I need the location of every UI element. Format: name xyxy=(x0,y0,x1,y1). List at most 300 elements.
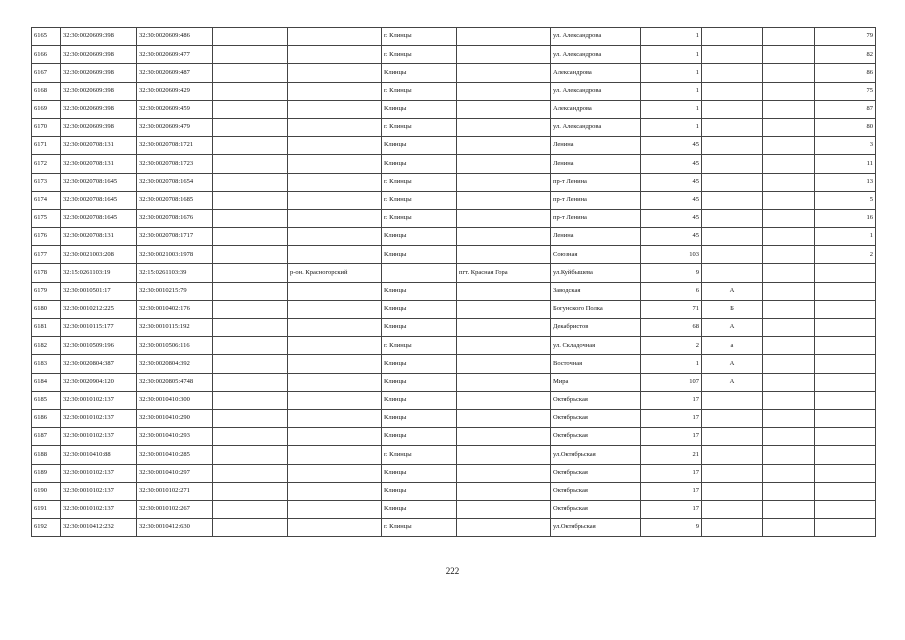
cell-row-number: 6190 xyxy=(32,482,61,500)
cell-parent-cadastral-number: 32:30:0010102:137 xyxy=(61,482,137,500)
cell-structure xyxy=(763,191,815,209)
cell-apartment xyxy=(815,373,876,391)
registry-table xyxy=(31,27,876,537)
table-row xyxy=(32,46,876,64)
table-row xyxy=(32,228,876,246)
cell-region xyxy=(213,428,288,446)
table-row xyxy=(32,373,876,391)
cell-house: 1 xyxy=(641,64,702,82)
cell-cadastral-number: 32:30:0010412:630 xyxy=(137,519,213,537)
cell-city: г. Клинцы xyxy=(382,446,457,464)
cell-city: г. Клинцы xyxy=(382,173,457,191)
cell-cadastral-number: 32:30:0020708:1723 xyxy=(137,155,213,173)
cell-city: Клинцы xyxy=(382,500,457,518)
cell-settlement xyxy=(457,373,551,391)
cell-city: Клинцы xyxy=(382,228,457,246)
cell-settlement xyxy=(457,100,551,118)
cell-street: пр-т Ленина xyxy=(551,209,641,227)
cell-parent-cadastral-number: 32:30:0010102:137 xyxy=(61,464,137,482)
cell-building-letter: А xyxy=(702,373,763,391)
cell-house: 1 xyxy=(641,82,702,100)
cell-cadastral-number: 32:30:0010410:290 xyxy=(137,409,213,427)
cell-building-letter xyxy=(702,500,763,518)
cell-street: ул.Куйбышева xyxy=(551,264,641,282)
cell-region xyxy=(213,519,288,537)
cell-region xyxy=(213,264,288,282)
cell-settlement xyxy=(457,64,551,82)
cell-settlement xyxy=(457,118,551,136)
cell-region xyxy=(213,64,288,82)
cell-apartment xyxy=(815,300,876,318)
cell-parent-cadastral-number: 32:30:0020609:398 xyxy=(61,118,137,136)
cell-row-number: 6168 xyxy=(32,82,61,100)
table-row xyxy=(32,209,876,227)
table-row xyxy=(32,137,876,155)
table-row xyxy=(32,391,876,409)
cell-cadastral-number: 32:30:0020708:1654 xyxy=(137,173,213,191)
cell-row-number: 6171 xyxy=(32,137,61,155)
cell-apartment: 87 xyxy=(815,100,876,118)
cell-district xyxy=(288,300,382,318)
cell-building-letter xyxy=(702,519,763,537)
cell-settlement xyxy=(457,355,551,373)
cell-house: 17 xyxy=(641,464,702,482)
cell-house: 2 xyxy=(641,337,702,355)
table-row xyxy=(32,191,876,209)
cell-row-number: 6188 xyxy=(32,446,61,464)
cell-building-letter xyxy=(702,428,763,446)
cell-row-number: 6186 xyxy=(32,409,61,427)
table-row xyxy=(32,428,876,446)
cell-parent-cadastral-number: 32:30:0020609:398 xyxy=(61,64,137,82)
cell-city: Клинцы xyxy=(382,100,457,118)
table-row xyxy=(32,246,876,264)
cell-house: 17 xyxy=(641,409,702,427)
table-row xyxy=(32,337,876,355)
cell-settlement xyxy=(457,409,551,427)
cell-cadastral-number: 32:30:0020804:392 xyxy=(137,355,213,373)
cell-region xyxy=(213,137,288,155)
cell-building-letter: А xyxy=(702,282,763,300)
table-row xyxy=(32,264,876,282)
cell-apartment xyxy=(815,282,876,300)
cell-settlement xyxy=(457,173,551,191)
cell-district xyxy=(288,482,382,500)
cell-building-letter xyxy=(702,482,763,500)
cell-district xyxy=(288,82,382,100)
cell-region xyxy=(213,300,288,318)
cell-city: Клинцы xyxy=(382,373,457,391)
cell-district xyxy=(288,446,382,464)
cell-row-number: 6177 xyxy=(32,246,61,264)
cell-building-letter xyxy=(702,391,763,409)
cell-row-number: 6173 xyxy=(32,173,61,191)
cell-district xyxy=(288,173,382,191)
cell-apartment: 3 xyxy=(815,137,876,155)
cell-cadastral-number: 32:30:0020609:479 xyxy=(137,118,213,136)
cell-apartment: 79 xyxy=(815,28,876,46)
cell-cadastral-number: 32:30:0020609:487 xyxy=(137,64,213,82)
cell-city: г. Клинцы xyxy=(382,118,457,136)
cell-settlement xyxy=(457,300,551,318)
cell-city: Клинцы xyxy=(382,155,457,173)
cell-house: 17 xyxy=(641,391,702,409)
cell-street: Александрова xyxy=(551,100,641,118)
cell-region xyxy=(213,446,288,464)
cell-row-number: 6172 xyxy=(32,155,61,173)
cell-city: г. Клинцы xyxy=(382,28,457,46)
table-row xyxy=(32,28,876,46)
cell-parent-cadastral-number: 32:30:0020708:131 xyxy=(61,228,137,246)
cell-parent-cadastral-number: 32:30:0020609:398 xyxy=(61,100,137,118)
cell-city: Клинцы xyxy=(382,64,457,82)
cell-structure xyxy=(763,64,815,82)
table-row xyxy=(32,319,876,337)
cell-building-letter xyxy=(702,64,763,82)
cell-street: Октябрьская xyxy=(551,500,641,518)
cell-district xyxy=(288,228,382,246)
cell-building-letter xyxy=(702,191,763,209)
cell-region xyxy=(213,282,288,300)
cell-structure xyxy=(763,173,815,191)
cell-street: ул. Александрова xyxy=(551,46,641,64)
cell-cadastral-number: 32:30:0020708:1685 xyxy=(137,191,213,209)
cell-building-letter xyxy=(702,264,763,282)
cell-cadastral-number: 32:30:0020609:486 xyxy=(137,28,213,46)
cell-apartment: 82 xyxy=(815,46,876,64)
cell-apartment: 11 xyxy=(815,155,876,173)
cell-apartment: 75 xyxy=(815,82,876,100)
cell-district xyxy=(288,409,382,427)
cell-building-letter xyxy=(702,228,763,246)
cell-row-number: 6179 xyxy=(32,282,61,300)
cell-structure xyxy=(763,464,815,482)
cell-structure xyxy=(763,337,815,355)
cell-apartment: 80 xyxy=(815,118,876,136)
cell-house: 107 xyxy=(641,373,702,391)
cell-street: ул.Октябрьская xyxy=(551,446,641,464)
cell-structure xyxy=(763,228,815,246)
cell-parent-cadastral-number: 32:30:0020708:1645 xyxy=(61,191,137,209)
cell-region xyxy=(213,319,288,337)
cell-row-number: 6192 xyxy=(32,519,61,537)
cell-street: Богунского Полка xyxy=(551,300,641,318)
cell-city: Клинцы xyxy=(382,282,457,300)
cell-house: 45 xyxy=(641,209,702,227)
cell-parent-cadastral-number: 32:30:0010212:225 xyxy=(61,300,137,318)
cell-structure xyxy=(763,500,815,518)
cell-row-number: 6187 xyxy=(32,428,61,446)
cell-building-letter xyxy=(702,46,763,64)
cell-city: г. Клинцы xyxy=(382,519,457,537)
cell-house: 21 xyxy=(641,446,702,464)
cell-region xyxy=(213,28,288,46)
cell-apartment xyxy=(815,355,876,373)
cell-district xyxy=(288,282,382,300)
cell-structure xyxy=(763,118,815,136)
cell-district xyxy=(288,355,382,373)
cell-apartment: 2 xyxy=(815,246,876,264)
cell-house: 45 xyxy=(641,137,702,155)
cell-row-number: 6178 xyxy=(32,264,61,282)
cell-structure xyxy=(763,155,815,173)
cell-street: пр-т Ленина xyxy=(551,191,641,209)
cell-parent-cadastral-number: 32:30:0010102:137 xyxy=(61,500,137,518)
cell-city: Клинцы xyxy=(382,246,457,264)
cell-structure xyxy=(763,373,815,391)
cell-district xyxy=(288,137,382,155)
cell-city: Клинцы xyxy=(382,482,457,500)
cell-street: Октябрьская xyxy=(551,482,641,500)
cell-region xyxy=(213,155,288,173)
cell-house: 17 xyxy=(641,500,702,518)
cell-street: Октябрьская xyxy=(551,409,641,427)
cell-district xyxy=(288,28,382,46)
cell-structure xyxy=(763,46,815,64)
cell-row-number: 6166 xyxy=(32,46,61,64)
cell-structure xyxy=(763,264,815,282)
cell-district xyxy=(288,191,382,209)
table-row xyxy=(32,173,876,191)
cell-street: Восточная xyxy=(551,355,641,373)
cell-district xyxy=(288,155,382,173)
cell-region xyxy=(213,173,288,191)
cell-structure xyxy=(763,300,815,318)
cell-street: пр-т Ленина xyxy=(551,173,641,191)
cell-street: Заводская xyxy=(551,282,641,300)
cell-city: Клинцы xyxy=(382,409,457,427)
cell-row-number: 6184 xyxy=(32,373,61,391)
cell-building-letter xyxy=(702,118,763,136)
cell-apartment: 86 xyxy=(815,64,876,82)
cell-district xyxy=(288,519,382,537)
cell-district xyxy=(288,64,382,82)
cell-row-number: 6174 xyxy=(32,191,61,209)
table-row xyxy=(32,482,876,500)
cell-district: р-он. Красногорский xyxy=(288,264,382,282)
cell-cadastral-number: 32:30:0020708:1717 xyxy=(137,228,213,246)
cell-parent-cadastral-number: 32:30:0020804:387 xyxy=(61,355,137,373)
cell-cadastral-number: 32:30:0020609:477 xyxy=(137,46,213,64)
cell-street: ул.Октябрьская xyxy=(551,519,641,537)
cell-settlement xyxy=(457,519,551,537)
cell-apartment: 5 xyxy=(815,191,876,209)
cell-district xyxy=(288,464,382,482)
cell-apartment xyxy=(815,464,876,482)
cell-house: 45 xyxy=(641,173,702,191)
cell-parent-cadastral-number: 32:30:0010102:137 xyxy=(61,391,137,409)
cell-cadastral-number: 32:30:0010410:297 xyxy=(137,464,213,482)
cell-settlement xyxy=(457,209,551,227)
cell-settlement xyxy=(457,446,551,464)
cell-settlement xyxy=(457,155,551,173)
cell-house: 1 xyxy=(641,355,702,373)
cell-street: Союзная xyxy=(551,246,641,264)
cell-parent-cadastral-number: 32:30:0020708:131 xyxy=(61,155,137,173)
cell-district xyxy=(288,428,382,446)
cell-parent-cadastral-number: 32:30:0010410:88 xyxy=(61,446,137,464)
cell-apartment xyxy=(815,391,876,409)
cell-building-letter xyxy=(702,246,763,264)
cell-parent-cadastral-number: 32:30:0020609:398 xyxy=(61,46,137,64)
cell-structure xyxy=(763,137,815,155)
cell-cadastral-number: 32:30:0020805:4748 xyxy=(137,373,213,391)
cell-city: Клинцы xyxy=(382,300,457,318)
cell-house: 71 xyxy=(641,300,702,318)
cell-structure xyxy=(763,355,815,373)
cell-district xyxy=(288,391,382,409)
page-number: 222 xyxy=(445,566,460,576)
cell-house: 9 xyxy=(641,264,702,282)
cell-region xyxy=(213,46,288,64)
cell-building-letter xyxy=(702,28,763,46)
cell-house: 1 xyxy=(641,118,702,136)
cell-settlement xyxy=(457,464,551,482)
cell-district xyxy=(288,46,382,64)
cell-structure xyxy=(763,428,815,446)
cell-district xyxy=(288,209,382,227)
cell-building-letter xyxy=(702,155,763,173)
cell-street: Александрова xyxy=(551,64,641,82)
cell-cadastral-number: 32:30:0010102:271 xyxy=(137,482,213,500)
table-row xyxy=(32,409,876,427)
cell-building-letter xyxy=(702,82,763,100)
cell-district xyxy=(288,319,382,337)
cell-row-number: 6167 xyxy=(32,64,61,82)
cell-building-letter xyxy=(702,100,763,118)
cell-apartment xyxy=(815,482,876,500)
cell-building-letter xyxy=(702,446,763,464)
cell-structure xyxy=(763,409,815,427)
cell-building-letter xyxy=(702,409,763,427)
cell-region xyxy=(213,100,288,118)
cell-city: г. Клинцы xyxy=(382,337,457,355)
cell-house: 68 xyxy=(641,319,702,337)
cell-apartment xyxy=(815,264,876,282)
table-row xyxy=(32,282,876,300)
cell-structure xyxy=(763,519,815,537)
cell-parent-cadastral-number: 32:30:0020708:1645 xyxy=(61,209,137,227)
cell-settlement: пгт. Красная Гора xyxy=(457,264,551,282)
cell-cadastral-number: 32:30:0021003:1978 xyxy=(137,246,213,264)
cell-building-letter xyxy=(702,209,763,227)
cell-apartment: 13 xyxy=(815,173,876,191)
cell-street: ул. Александрова xyxy=(551,28,641,46)
table-row xyxy=(32,64,876,82)
cell-settlement xyxy=(457,482,551,500)
cell-row-number: 6165 xyxy=(32,28,61,46)
cell-row-number: 6175 xyxy=(32,209,61,227)
cell-parent-cadastral-number: 32:30:0010115:177 xyxy=(61,319,137,337)
cell-district xyxy=(288,100,382,118)
cell-street: Декабристов xyxy=(551,319,641,337)
table-row xyxy=(32,500,876,518)
table-row xyxy=(32,300,876,318)
table-row xyxy=(32,82,876,100)
cell-settlement xyxy=(457,428,551,446)
cell-settlement xyxy=(457,191,551,209)
cell-row-number: 6183 xyxy=(32,355,61,373)
table-row xyxy=(32,118,876,136)
cell-house: 45 xyxy=(641,155,702,173)
cell-city: Клинцы xyxy=(382,464,457,482)
cell-settlement xyxy=(457,137,551,155)
cell-settlement xyxy=(457,391,551,409)
cell-cadastral-number: 32:30:0010215:79 xyxy=(137,282,213,300)
cell-cadastral-number: 32:30:0010410:285 xyxy=(137,446,213,464)
cell-house: 1 xyxy=(641,100,702,118)
cell-region xyxy=(213,500,288,518)
cell-row-number: 6191 xyxy=(32,500,61,518)
cell-street: ул. Александрова xyxy=(551,82,641,100)
cell-parent-cadastral-number: 32:30:0020609:398 xyxy=(61,82,137,100)
cell-cadastral-number: 32:15:0261103:39 xyxy=(137,264,213,282)
cell-house: 45 xyxy=(641,228,702,246)
cell-region xyxy=(213,228,288,246)
cell-district xyxy=(288,118,382,136)
cell-apartment xyxy=(815,428,876,446)
cell-city: Клинцы xyxy=(382,428,457,446)
cell-apartment: 16 xyxy=(815,209,876,227)
cell-street: Октябрьская xyxy=(551,428,641,446)
cell-region xyxy=(213,355,288,373)
cell-row-number: 6170 xyxy=(32,118,61,136)
cell-parent-cadastral-number: 32:30:0020904:120 xyxy=(61,373,137,391)
cell-apartment xyxy=(815,446,876,464)
cell-row-number: 6182 xyxy=(32,337,61,355)
cell-region xyxy=(213,464,288,482)
cell-cadastral-number: 32:30:0020609:459 xyxy=(137,100,213,118)
cell-city: Клинцы xyxy=(382,355,457,373)
cell-building-letter xyxy=(702,173,763,191)
cell-parent-cadastral-number: 32:15:0261103:19 xyxy=(61,264,137,282)
cell-building-letter: Б xyxy=(702,300,763,318)
cell-settlement xyxy=(457,228,551,246)
cell-building-letter xyxy=(702,464,763,482)
cell-house: 1 xyxy=(641,46,702,64)
cell-house: 1 xyxy=(641,28,702,46)
cell-cadastral-number: 32:30:0020609:429 xyxy=(137,82,213,100)
table-row xyxy=(32,464,876,482)
cell-region xyxy=(213,191,288,209)
cell-city: Клинцы xyxy=(382,137,457,155)
cell-region xyxy=(213,82,288,100)
cell-structure xyxy=(763,246,815,264)
cell-structure xyxy=(763,319,815,337)
cell-row-number: 6176 xyxy=(32,228,61,246)
cell-district xyxy=(288,246,382,264)
cell-city: г. Клинцы xyxy=(382,82,457,100)
cell-structure xyxy=(763,100,815,118)
cell-apartment: 1 xyxy=(815,228,876,246)
cell-settlement xyxy=(457,46,551,64)
table-row xyxy=(32,519,876,537)
cell-cadastral-number: 32:30:0010402:176 xyxy=(137,300,213,318)
cell-cadastral-number: 32:30:0020708:1676 xyxy=(137,209,213,227)
cell-street: Ленина xyxy=(551,155,641,173)
cell-structure xyxy=(763,391,815,409)
cell-district xyxy=(288,500,382,518)
cell-apartment xyxy=(815,319,876,337)
cell-street: Октябрьская xyxy=(551,391,641,409)
cell-region xyxy=(213,373,288,391)
cell-house: 103 xyxy=(641,246,702,264)
cell-region xyxy=(213,246,288,264)
cell-city xyxy=(382,264,457,282)
cell-settlement xyxy=(457,246,551,264)
cell-parent-cadastral-number: 32:30:0021003:208 xyxy=(61,246,137,264)
cell-cadastral-number: 32:30:0020708:1721 xyxy=(137,137,213,155)
